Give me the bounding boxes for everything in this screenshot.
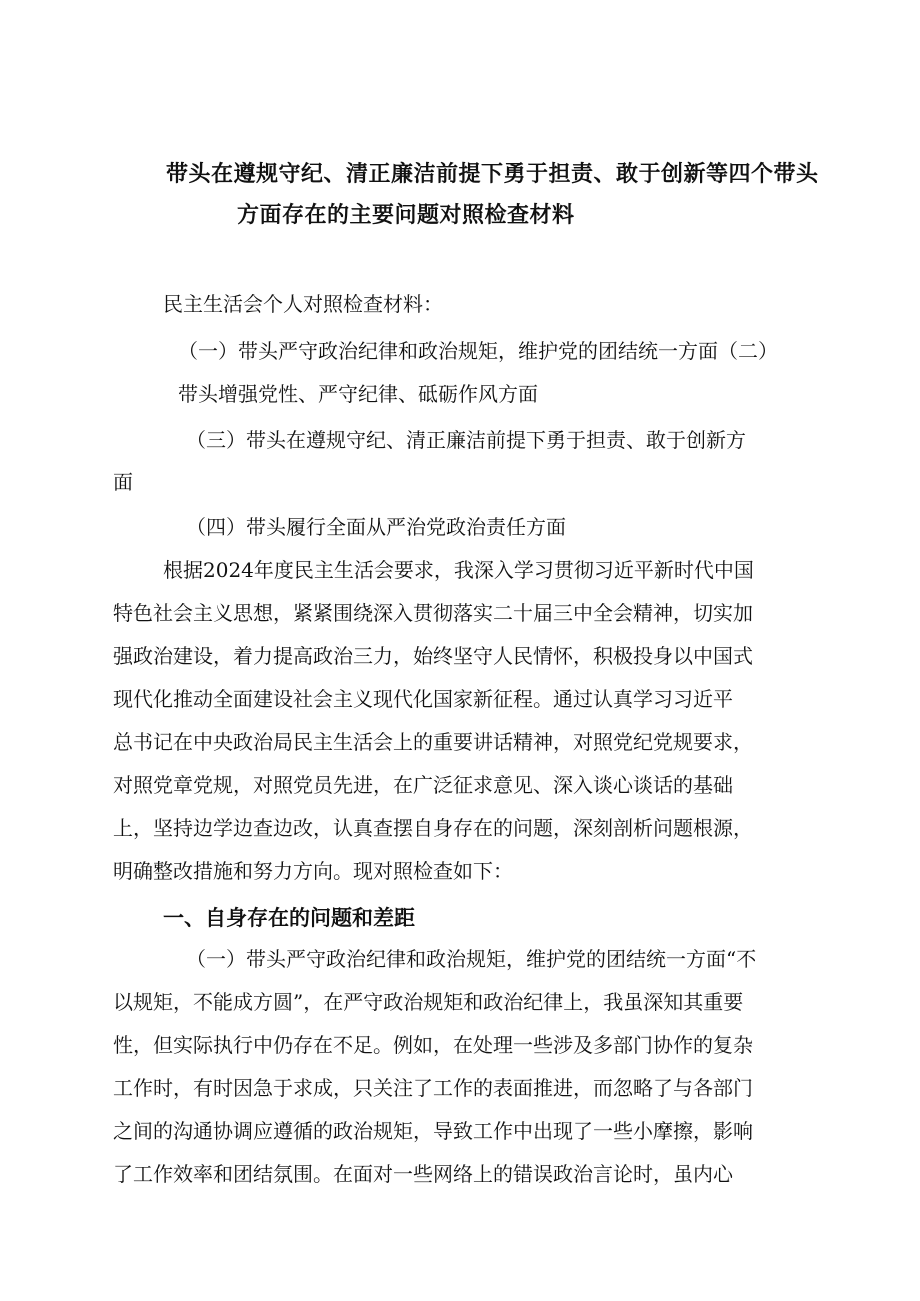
body-line: 总书记在中央政治局民主生活会上的重要讲话精神，对照党纪党规要求， (113, 730, 753, 754)
section-line: 了工作效率和团结氛围。在面对一些网络上的错误政治言论时，虽内心 (113, 1162, 733, 1186)
intro-line: 民主生活会个人对照检查材料： (163, 292, 443, 316)
body-line: 根据2024年度民主生活会要求，我深入学习贯彻习近平新时代中国 (163, 558, 754, 582)
body-line: 特色社会主义思想，紧紧围绕深入贯彻落实二十届三中全会精神，切实加 (113, 601, 753, 625)
body-line: 现代化推动全面建设社会主义现代化国家新征程。通过认真学习习近平 (113, 687, 733, 711)
section-line: 性，但实际执行中仍存在不足。例如，在处理一些涉及多部门协作的复杂 (113, 1033, 753, 1057)
toc-line: （一）带头严守政治纪律和政治规矩，维护党的团结统一方面（二） (178, 339, 778, 363)
body-line: 上，坚持边学边查边改，认真查摆自身存在的问题，深刻剖析问题根源， (113, 816, 753, 840)
section-heading: 一、自身存在的问题和差距 (163, 906, 415, 930)
body-line: 强政治建设，着力提高政治三力，始终坚守人民情怀，积极投身以中国式 (113, 644, 753, 668)
toc-line: （三）带头在遵规守纪、清正廉洁前提下勇于担责、敢于创新方 (186, 428, 746, 452)
document-title-line-1: 带头在遵规守纪、清正廉洁前提下勇于担责、敢于创新等四个带头 (166, 162, 819, 187)
body-line: 明确整改措施和努力方向。现对照检查如下： (113, 859, 513, 883)
section-line: 之间的沟通协调应遵循的政治规矩，导致工作中出现了一些小摩擦，影响 (113, 1119, 753, 1143)
toc-line: 带头增强党性、严守纪律、砥砺作风方面 (178, 382, 538, 406)
section-line: 以规矩，不能成方圆”，在严守政治规矩和政治纪律上，我虽深知其重要 (113, 990, 744, 1014)
toc-line: 面 (113, 470, 133, 494)
body-line: 对照党章党规，对照党员先进，在广泛征求意见、深入谈心谈话的基础 (113, 773, 733, 797)
toc-line: （四）带头履行全面从严治党政治责任方面 (186, 515, 566, 539)
section-line: （一）带头严守政治纪律和政治规矩，维护党的团结统一方面“不 (186, 947, 757, 971)
document-title-line-2: 方面存在的主要问题对照检查材料 (237, 203, 575, 228)
section-line: 工作时，有时因急于求成，只关注了工作的表面推进，而忽略了与各部门 (113, 1076, 753, 1100)
